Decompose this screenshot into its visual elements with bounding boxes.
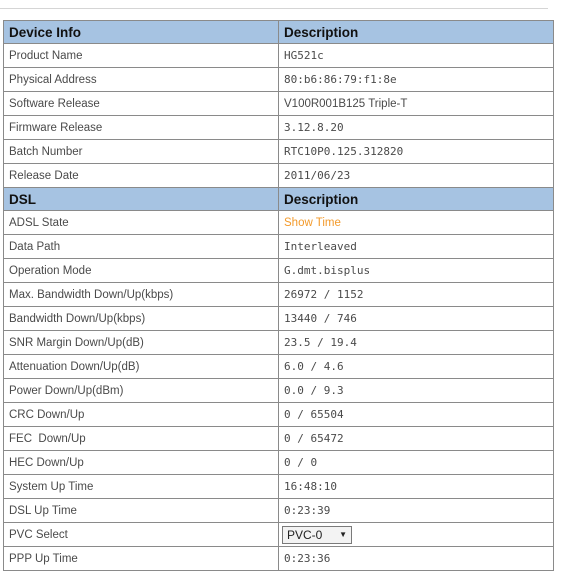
row-value-hec: 0 / 0 (279, 451, 554, 475)
table-row (4, 331, 554, 355)
table-row (4, 499, 554, 523)
row-label-crc: CRC Down/Up (4, 403, 279, 427)
row-label-operation-mode: Operation Mode (4, 259, 279, 283)
status-panel (3, 20, 553, 571)
row-value-product-name: HG521c (279, 44, 554, 68)
table-row (4, 92, 554, 116)
pvc-select-value: PVC-0 (287, 527, 323, 542)
row-label-batch-number: Batch Number (4, 140, 279, 164)
table-row (4, 379, 554, 403)
row-value-batch-number: RTC10P0.125.312820 (279, 140, 554, 164)
row-value-ppp-up-time: 0:23:36 (279, 547, 554, 571)
row-value-dsl-up-time: 0:23:39 (279, 499, 554, 523)
row-value-fec: 0 / 65472 (279, 427, 554, 451)
dsl-description-heading: Description (279, 188, 554, 211)
table-row (4, 211, 554, 235)
table-row (4, 235, 554, 259)
row-value-crc: 0 / 65504 (279, 403, 554, 427)
row-label-adsl-state: ADSL State (4, 211, 279, 235)
row-label-bandwidth: Bandwidth Down/Up(kbps) (4, 307, 279, 331)
row-label-ppp-up-time: PPP Up Time (4, 547, 279, 571)
table-row (4, 140, 554, 164)
row-label-dsl-up-time: DSL Up Time (4, 499, 279, 523)
row-label-product-name: Product Name (4, 44, 279, 68)
table-row (4, 164, 554, 188)
table-row (4, 451, 554, 475)
device-info-heading: Device Info (4, 21, 279, 44)
row-value-software-release: V100R001B125 Triple-T (279, 92, 554, 116)
top-divider (0, 8, 548, 9)
row-label-attenuation: Attenuation Down/Up(dB) (4, 355, 279, 379)
table-row (4, 427, 554, 451)
row-value-release-date: 2011/06/23 (279, 164, 554, 188)
pvc-select-dropdown[interactable] (282, 526, 352, 544)
dsl-header-row (4, 188, 554, 211)
row-value-pvc-select (279, 523, 554, 547)
dropdown-triangle-icon: ▼ (339, 529, 347, 539)
row-value-attenuation: 6.0 / 4.6 (279, 355, 554, 379)
table-row (4, 475, 554, 499)
table-row (4, 68, 554, 92)
table-row (4, 355, 554, 379)
row-label-power: Power Down/Up(dBm) (4, 379, 279, 403)
row-label-hec: HEC Down/Up (4, 451, 279, 475)
device-info-header-row (4, 21, 554, 44)
table-row (4, 403, 554, 427)
table-row (4, 307, 554, 331)
status-table (3, 20, 554, 571)
row-label-pvc-select: PVC Select (4, 523, 279, 547)
row-value-adsl-state: Show Time (279, 211, 554, 235)
row-label-firmware-release: Firmware Release (4, 116, 279, 140)
table-row (4, 547, 554, 571)
row-label-max-bandwidth: Max. Bandwidth Down/Up(kbps) (4, 283, 279, 307)
table-row (4, 283, 554, 307)
row-value-operation-mode: G.dmt.bisplus (279, 259, 554, 283)
row-value-physical-address: 80:b6:86:79:f1:8e (279, 68, 554, 92)
row-label-fec: FEC Down/Up (4, 427, 279, 451)
table-row (4, 116, 554, 140)
row-label-system-up-time: System Up Time (4, 475, 279, 499)
row-label-software-release: Software Release (4, 92, 279, 116)
device-info-description-heading: Description (279, 21, 554, 44)
row-label-snr-margin: SNR Margin Down/Up(dB) (4, 331, 279, 355)
row-value-firmware-release: 3.12.8.20 (279, 116, 554, 140)
row-value-snr-margin: 23.5 / 19.4 (279, 331, 554, 355)
row-label-release-date: Release Date (4, 164, 279, 188)
row-value-data-path: Interleaved (279, 235, 554, 259)
row-value-system-up-time: 16:48:10 (279, 475, 554, 499)
row-label-data-path: Data Path (4, 235, 279, 259)
row-value-max-bandwidth: 26972 / 1152 (279, 283, 554, 307)
row-value-bandwidth: 13440 / 746 (279, 307, 554, 331)
row-label-physical-address: Physical Address (4, 68, 279, 92)
table-row (4, 523, 554, 547)
table-row (4, 259, 554, 283)
dsl-heading: DSL (4, 188, 279, 211)
table-row (4, 44, 554, 68)
row-value-power: 0.0 / 9.3 (279, 379, 554, 403)
